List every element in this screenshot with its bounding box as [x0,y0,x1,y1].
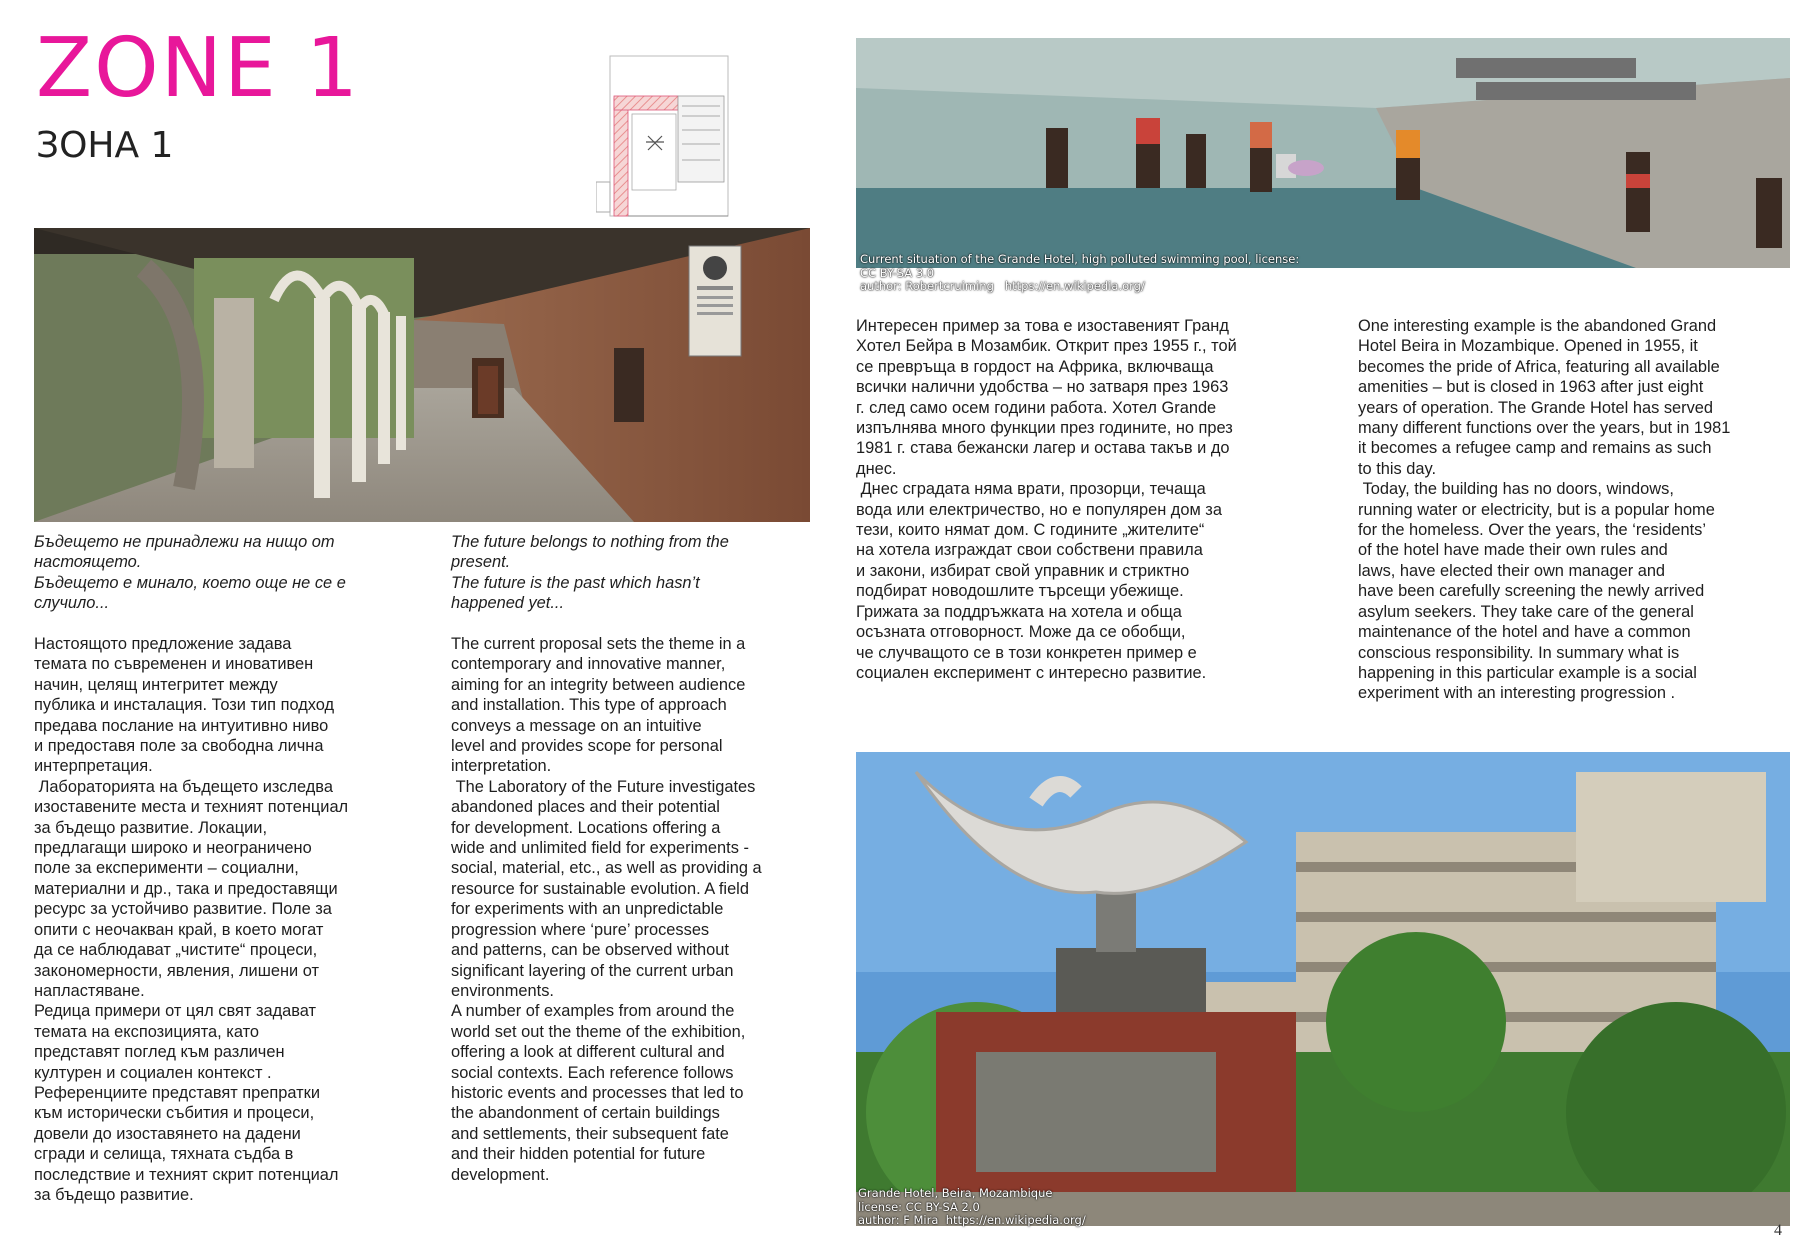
body-text-bg: Настоящото предложение задава темата по съвременен и иновативен начин, целящ интегритет между публика и инсталация. Този тип подход предава послание на интуитивно ниво и предоставя поле за свободна лична интерпретация. Лабораторията на бъдещето изследва изоставените места и техният потенциал за бъдещо развитие. Локации, предлагащи широко и неограничено поле за експерименти – социални, материални и др., така и предоставящи ресурс за устойчиво развитие. Поле за опити с неочакван край, в което могат да се наблюдават „чистите“ процеси, закономерности, явления, лишени от напластяване. Редица примери от цял свят задават темата на експозицията, като представят поглед към различен културен и социален контекст . Референциите представят препратки към исторически събития и процеси, довели до изоставянето на дадени сгради и селища, тяхната съдба в последствие и техният скрит потенциал за бъдещо развитие. [34,635,349,1204]
floor-plan-diagram [596,50,746,220]
pool-photo-caption: Current situation of the Grande Hotel, high polluted swimming pool, license: CC BY-SA 3.0 author: Robertcruiming https://en.wikipedia.org/ [860,252,1300,293]
page-subtitle: ЗОНА 1 [36,125,174,166]
hotel-photo-caption: Grande Hotel, Beira, Mozambique license: CC BY-SA 2.0 author: F Mira https://en.wikipedia.org/ [858,1186,1086,1227]
hotel-text-bg: Интересен пример за това е изоставеният Гранд Хотел Бейра в Мозамбик. Открит през 1955 г., той се превръща в гордост на Африка, включваща всички налични удобства – но затваря през 1963 г. след само осем години работа. Хотел Grande изпълнява много функции през годините, но през 1981 г. става бежански лагер и остава такъв и до днес. Днес сградата няма врати, прозорци, течаща вода или електричество, но е популярен дом за тези, които нямат дом. С годините „жителите“ на хотела изграждат свои собствени правила и закони, избират свой управник и стриктно подбират новодошлите търсещи убежище. Грижата за поддръжката на хотела и обща осъзната отговорност. Може да се обобщи, че случващото се в този конкретен пример е социален експеримент с интересно развитие. [856,317,1237,682]
hotel-text-en: One interesting example is the abandoned Grand Hotel Beira in Mozambique. Opened in 1955, it becomes the pride of Africa, featuring all available amenities – but is closed in 1963 after just eight years of operation. The Grande Hotel has served many different functions over the years, but in 1981 it becomes a refugee camp and remains as such to this day. Today, the building has no doors, windows, running water or electricity, but is a popular home for the homeless. Over the years, the ‘residents’ of the hotel have made their own rules and laws, have elected their own manager and have been carefully screening the newly arrived asylum seekers. They take care of the general maintenance of the hotel and have a common conscious responsibility. In summary what is happening in this particular example is a social experiment with an interesting progression . [1358,317,1731,703]
page-title: ZONE 1 [36,21,361,116]
motto-en: The future belongs to nothing from the present. The future is the past which hasn’t happened yet... [451,533,729,613]
body-text-en: The current proposal sets the theme in a contemporary and innovative manner, aiming for an integrity between audience and installation. This type of approach conveys a message on an intuitive level and provides scope for personal interpretation. The Laboratory of the Future investigates abandoned places and their potential for development. Locations offering a wide and unlimited field for experiments - social, material, etc., as well as providing a resource for sustainable evolution. A field for experiments with an unpredictable progression where ‘pure’ processes and patterns, can be observed without significant layering of the current urban environments. A number of examples from around the world set out the theme of the exhibition, offering a look at different cultural and social contexts. Each reference follows historic events and processes that led to the abandonment of certain buildings and settlements, their subsequent fate and their hidden potential for future development. [451,635,762,1184]
motto-bg: Бъдещето не принадлежи на нищо от настоящето. Бъдещето е минало, което още не се е случило... [34,533,346,613]
pool-photo [856,38,1790,268]
page-number: 4 [1774,1222,1782,1239]
hotel-photo [856,752,1790,1226]
cloister-photo [34,228,810,522]
